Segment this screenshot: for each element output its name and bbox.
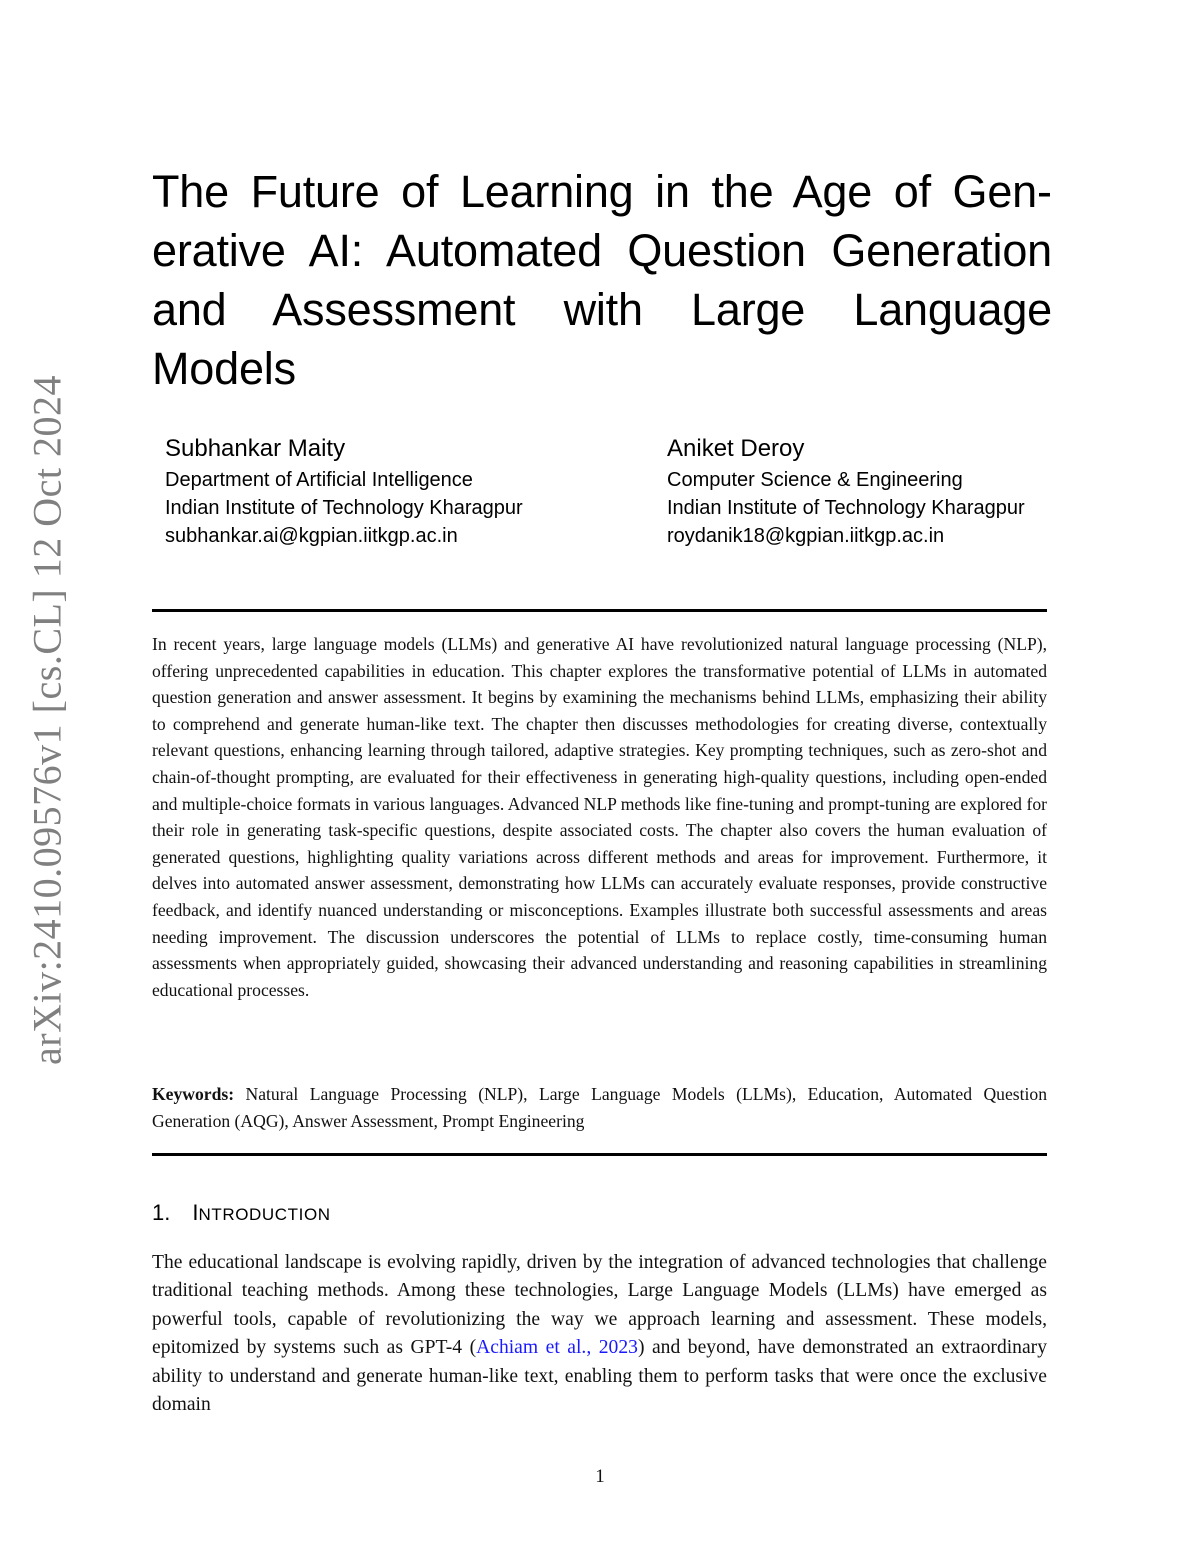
author-name: Subhankar Maity (165, 435, 346, 462)
intro-text-before-citation: The educational landscape is evolving rapidly, driven by the integration of advanced technologies that challenge traditional teaching methods. Among these technologies, Large Language Models (LLMs) have emerged as powerful tools, capable of revolutionizing the way we approach learning and assessment. These models, epitomized by systems such as GPT-4 ( (152, 1252, 1047, 1359)
abstract-bottom-rule (152, 1153, 1047, 1156)
section-title-initial: I (192, 1200, 199, 1225)
section-number: 1. (152, 1200, 171, 1225)
abstract-text: In recent years, large language models (LLMs) and generative AI have revolutionized natural language processing (NLP), offering unprecedented capabilities in education. This chapter explores the transformative potential of LLMs in automated question generation and answer assessment. It begins by examining the mechanisms behind LLMs, emphasizing their ability to comprehend and generate human-like text. The chapter then discusses methodologies for creating diverse, contextually relevant questions, enhancing learning through tailored, adaptive strategies. Key prompting techniques, such as zero-shot and chain-of-thought prompting, are evaluated for their effectiveness in generating high-quality questions, including open-ended and multiple-choice formats in various languages. Advanced NLP methods like fine-tuning and prompt-tuning are explored for their role in generating task-specific questions, despite associated costs. The chapter also covers the human evaluation of generated questions, highlighting quality variations across different methods and areas for improvement. Furthermore, it delves into automated answer assessment, demonstrating how LLMs can accurately evaluate responses, provide constructive feedback, and identify nuanced understanding or misconceptions. Examples illustrate both successful assessments and areas needing improvement. The discussion underscores the potential of LLMs to replace costly, time-consuming human assessments when appropriately guided, showcasing their advanced understanding and reasoning capabilities in streamlining educational processes. (152, 634, 1047, 1000)
introduction-paragraph (152, 1249, 1047, 1419)
intro-text-after-citation: ) and beyond, have demonstrated an extraordinary ability to understand and generate human-like text, enabling them to perform tasks that were once the exclusive domain (152, 1337, 1047, 1416)
keywords-label: Keywords: (152, 1084, 235, 1104)
paper-title: The Future of Learning in the Age of Generative AI: Automated Question Generation and Assessment with Large Language Models (152, 166, 1052, 394)
citation-link[interactable]: Achiam et al., 2023 (476, 1337, 638, 1359)
arxiv-identifier-stamp: arXiv:2410.09576v1 [cs.CL] 12 Oct 2024 (24, 374, 70, 1066)
author-institution: Indian Institute of Technology Kharagpur (165, 497, 523, 519)
author-department: Department of Artificial Intelligence (165, 469, 473, 491)
author-email: subhankar.ai@kgpian.iitkgp.ac.in (165, 525, 458, 547)
page-number: 1 (595, 1466, 605, 1487)
keywords-paragraph (152, 1081, 1047, 1134)
keywords-list: Natural Language Processing (NLP), Large Language Models (LLMs), Education, Automated Question Generation (AQG), Answer Assessment, Prompt Engineering (152, 1084, 1047, 1131)
section-heading-introduction (152, 1197, 331, 1231)
author-institution: Indian Institute of Technology Kharagpur (667, 497, 1025, 519)
author-2 (667, 432, 1137, 550)
section-title-rest: NTRODUCTION (198, 1205, 331, 1224)
author-email: roydanik18@kgpian.iitkgp.ac.in (667, 525, 945, 547)
abstract-top-rule (152, 609, 1047, 612)
author-name: Aniket Deroy (667, 435, 805, 462)
author-department: Computer Science & Engineering (667, 469, 963, 491)
author-1 (165, 432, 635, 550)
